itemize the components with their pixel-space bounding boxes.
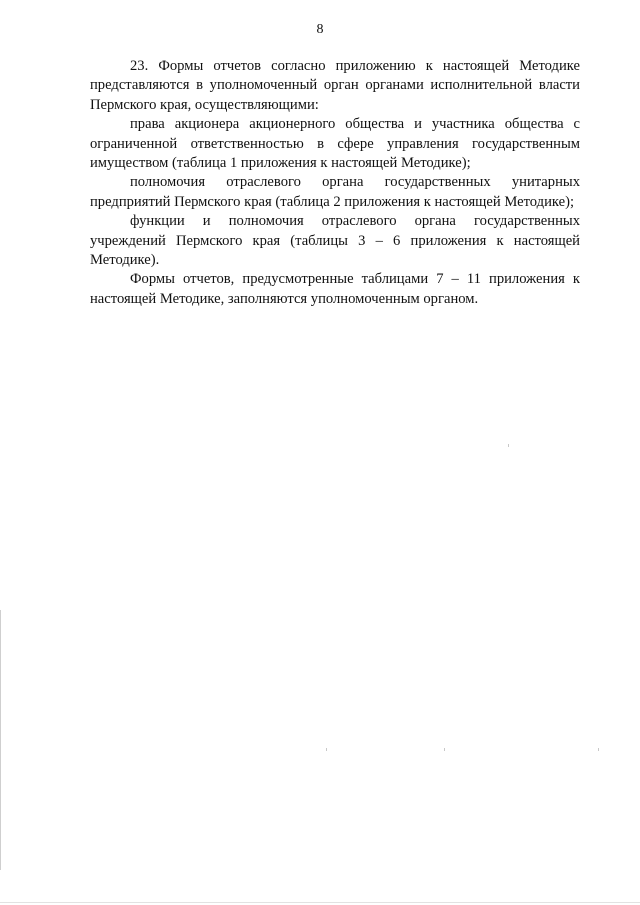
scan-dot-mark [598,748,599,751]
page-number: 8 [316,22,324,37]
scan-dot-mark [326,748,327,751]
scan-dot-mark [444,748,445,751]
paragraph-unitary-enterprises: полномочия отраслевого органа государственных унитарных предприятий Пермского края (таблица 2 приложения к настоящей Методике); [90,174,580,210]
paragraph-item-23: 23. Формы отчетов согласно приложению к настоящей Методике представляются в уполномоченный орган органами исполнительной власти Пермского края, осуществляющими: [90,58,580,113]
paragraph-authorized-body: Формы отчетов, предусмотренные таблицами 7 – 11 приложения к настоящей Методике, заполняются уполномоченным органом. [90,271,580,307]
paragraph-shareholder-rights: права акционера акционерного общества и участника общества с ограниченной ответственностью в сфере управления государственным имуществом (таблица 1 приложения к настоящей Методике); [90,116,580,172]
scan-left-edge-mark [0,610,1,870]
paragraph-state-institutions: функции и полномочия отраслевого органа государственных учреждений Пермского края (таблицы 3 – 6 приложения к настоящей Методике). [90,213,580,269]
scan-bottom-edge-mark [0,902,640,903]
document-body [90,57,580,309]
scan-dot-mark [508,444,509,447]
